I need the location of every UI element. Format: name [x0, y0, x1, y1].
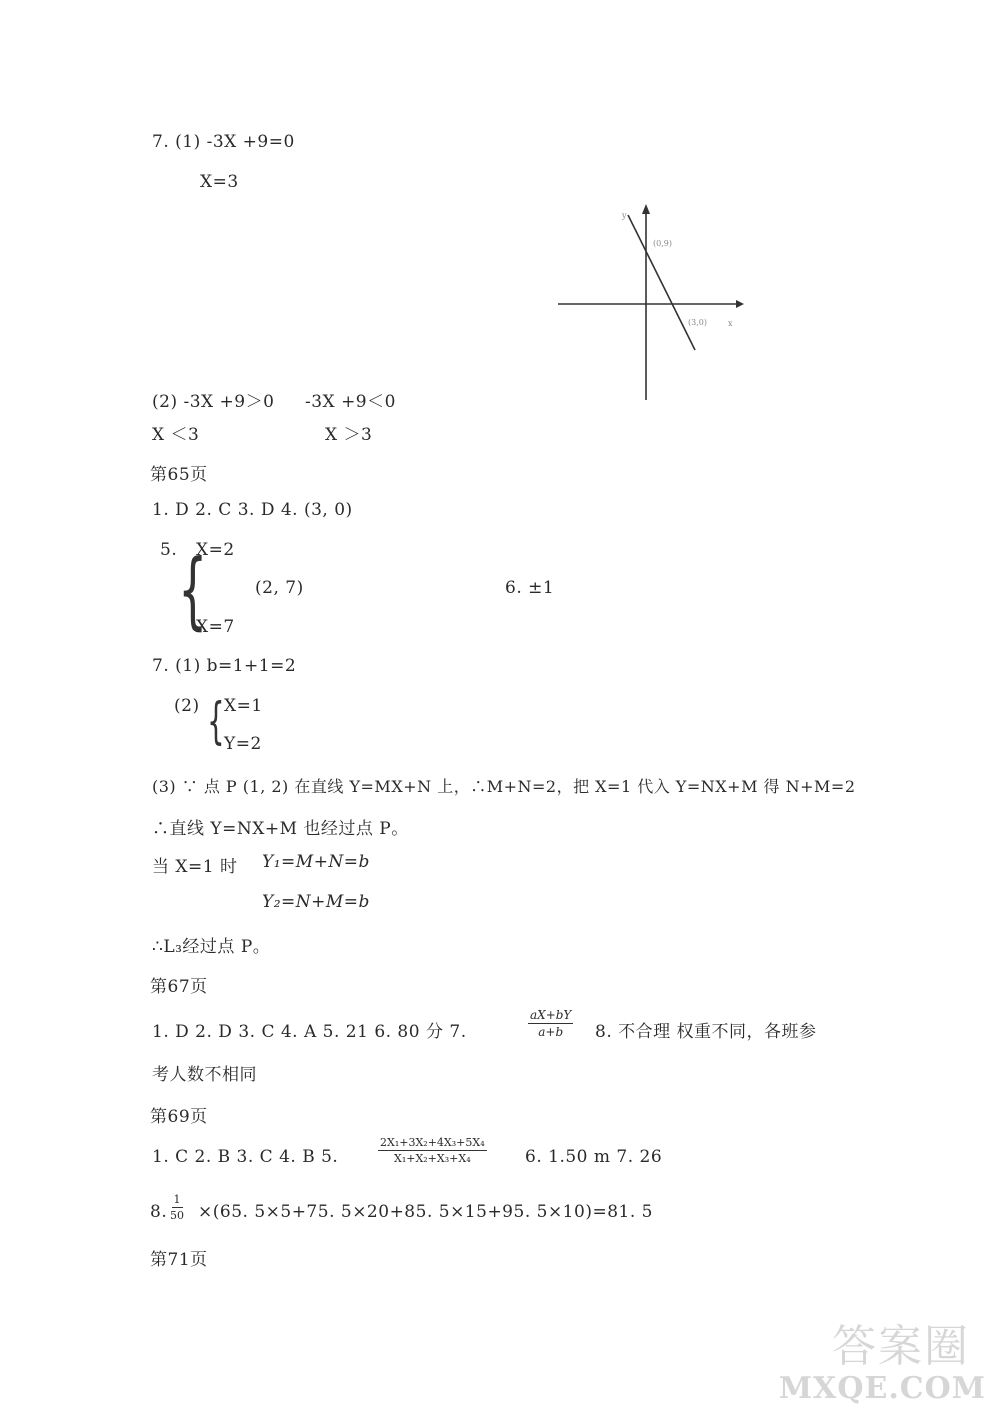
answers-1-4: 1. D 2. C 3. D 4. (3, 0) — [152, 500, 353, 520]
point-y-intercept-label: (0,9) — [653, 239, 672, 248]
answers-69-6-7: 6. 1.50 m 7. 26 — [525, 1147, 663, 1167]
answer-6: 6. ±1 — [505, 578, 555, 598]
fraction-8 — [170, 1193, 184, 1222]
system-brace-5: { — [178, 541, 208, 639]
answer-7-2-label: (2) — [174, 696, 200, 716]
x-axis-arrow — [736, 300, 744, 308]
x-axis-label: x — [728, 319, 733, 328]
answer-7-2-a: (2) -3X +9＞0 — [152, 392, 275, 412]
answer-7-3-line3a: 当 X=1 时 — [152, 857, 238, 877]
watermark-logo-text: 答案圈 — [832, 1321, 970, 1372]
answer-7-2-a-result: X ＜3 — [152, 425, 200, 445]
fraction-7-numerator: aX+bY — [530, 1008, 572, 1022]
page-heading-65: 第65页 — [150, 465, 208, 485]
fraction-7-denominator: a+b — [538, 1025, 564, 1039]
answer-7-3-line5: ∴L₃经过点 P。 — [152, 937, 271, 957]
answer-69-8: ×(65. 5×5+75. 5×20+85. 5×15+95. 5×10)=81. 5 — [198, 1202, 653, 1222]
watermark-url: MXQE.COM — [778, 1371, 986, 1406]
answers-67-1-7: 1. D 2. D 3. C 4. A 5. 21 6. 80 分 7. — [152, 1022, 467, 1042]
answer-67-8-cont: 考人数不相同 — [152, 1065, 257, 1085]
answer-7-3-line3b: Y₁=M+N=b — [262, 852, 370, 872]
page-heading-69: 第69页 — [150, 1107, 208, 1127]
page-heading-67: 第67页 — [150, 977, 208, 997]
y-axis-label: y — [622, 211, 627, 220]
page-heading-71: 第71页 — [150, 1250, 208, 1270]
answer-67-8: 8. 不合理 权重不同，各班参 — [595, 1022, 817, 1042]
fraction-8-denominator: 50 — [170, 1209, 184, 1222]
answer-7-1-result: X=3 — [200, 172, 239, 192]
fraction-7 — [528, 1008, 573, 1039]
fraction-5 — [378, 1136, 487, 1165]
answer-7-2-b: -3X +9＜0 — [305, 392, 396, 412]
y-axis-arrow — [642, 204, 650, 214]
answer-7-1: 7. (1) -3X +9=0 — [152, 132, 295, 152]
answer-5-eq2: X=7 — [196, 617, 235, 637]
answer-7-2-eq2: Y=2 — [224, 734, 262, 754]
answer-7-1-b: 7. (1) b=1+1=2 — [152, 656, 297, 676]
answer-7-3-line4: Y₂=N+M=b — [262, 892, 370, 912]
function-line — [628, 215, 695, 350]
fraction-5-numerator: 2X₁+3X₂+4X₃+5X₄ — [380, 1136, 485, 1149]
point-x-intercept-label: (3,0) — [688, 318, 707, 327]
answer-5-eq1: X=2 — [196, 540, 235, 560]
fraction-8-numerator: 1 — [173, 1193, 181, 1206]
fraction-5-denominator: X₁+X₂+X₃+X₄ — [393, 1152, 471, 1165]
answer-7-3: (3) ∵ 点 P (1, 2) 在直线 Y=MX+N 上，∴M+N=2，把 X=1 代入 Y=NX+M 得 N+M=2 — [152, 777, 856, 796]
answer-7-3-line2: ∴直线 Y=NX+M 也经过点 P。 — [152, 819, 409, 839]
linear-function-graph — [550, 200, 750, 405]
answer-7-2-b-result: X ＞3 — [325, 425, 373, 445]
answer-5-point: (2, 7) — [255, 578, 304, 598]
answer-5-label: 5. — [160, 540, 178, 560]
answers-69-1-5: 1. C 2. B 3. C 4. B 5. — [152, 1147, 339, 1167]
answer-7-2-eq1: X=1 — [224, 696, 263, 716]
answer-69-8-label: 8. — [150, 1202, 168, 1222]
system-brace-7: { — [207, 692, 225, 750]
